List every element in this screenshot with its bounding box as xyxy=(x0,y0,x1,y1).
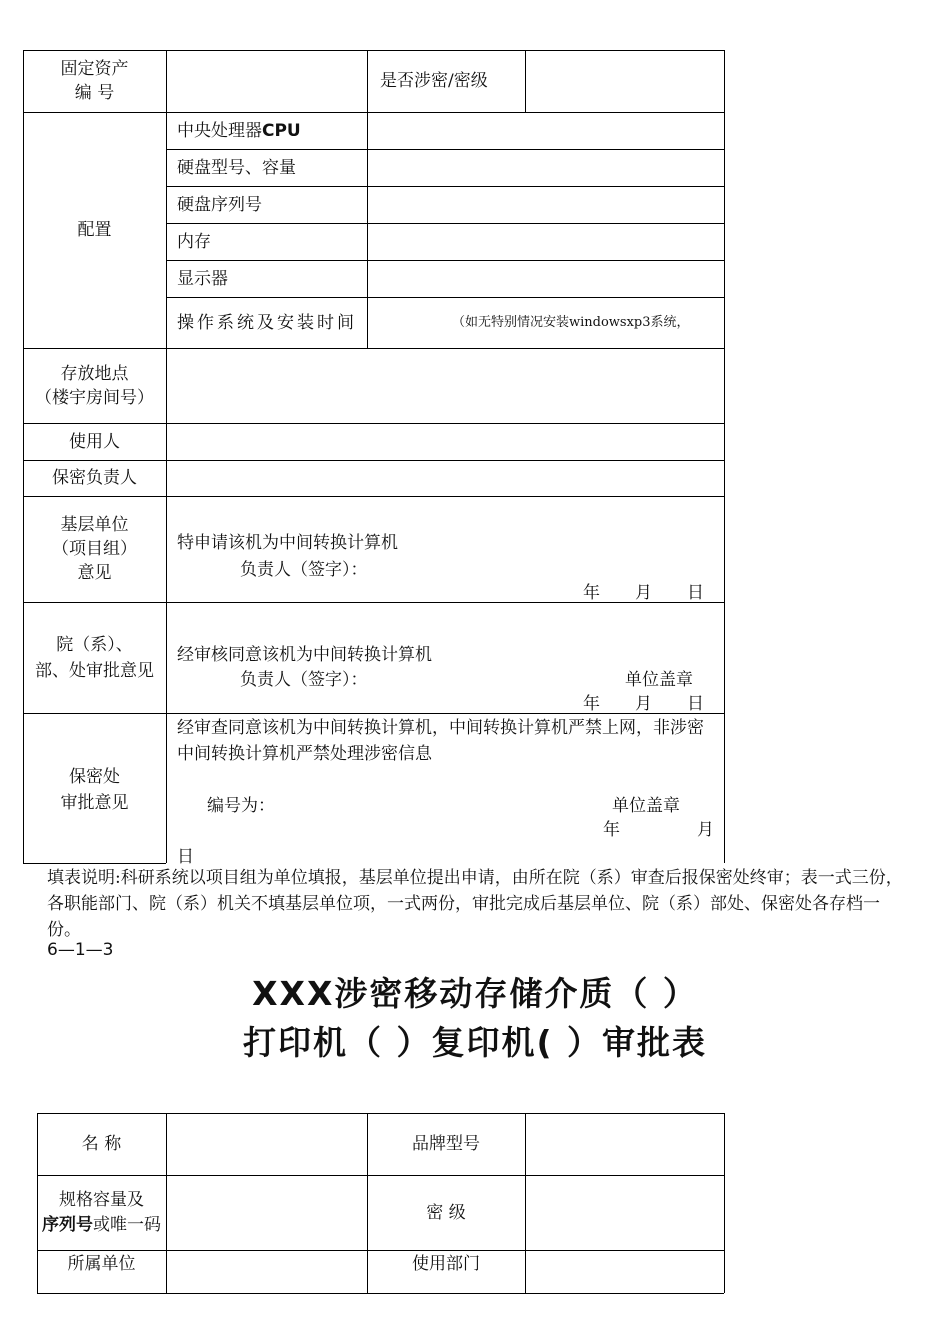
cpu-label xyxy=(177,112,367,149)
user-label: 使用人 xyxy=(69,431,120,452)
name-field[interactable] xyxy=(167,1113,367,1175)
owner-unit-label: 所属单位 xyxy=(67,1254,136,1274)
unit-opinion-month: 月 xyxy=(635,583,652,603)
unit-opinion-text: 特申请该机为中间转换计算机 xyxy=(177,533,398,553)
hdd-serial-field[interactable] xyxy=(368,186,724,223)
secrecy-level-label: 密 级 xyxy=(426,1202,466,1223)
dept-opinion-day: 日 xyxy=(687,694,704,714)
unit-opinion-day: 日 xyxy=(687,583,704,603)
secrecy-opinion-text: 经审查同意该机为中间转换计算机，中间转换计算机严禁上网，非涉密中间转换计算机严禁处理涉密信息 xyxy=(177,718,704,764)
dept-opinion-label: 院（系）、 部、处审批意见 xyxy=(35,635,154,681)
os-install-field[interactable]: （如无特别情况安装windowsxp3系统， xyxy=(452,314,690,330)
secrecy-opinion-number: 编号为： xyxy=(207,796,275,816)
memory-field[interactable] xyxy=(368,223,724,260)
asset-number-label: 固定资产 编 号 xyxy=(60,59,129,103)
user-dept-label: 使用部门 xyxy=(412,1254,480,1274)
spec-capacity-label xyxy=(42,1175,161,1250)
cpu-label-text: 中央处理器 xyxy=(177,120,262,141)
config-label: 配置 xyxy=(77,220,112,240)
spec-label-part-a: 规格容量及 xyxy=(59,1189,144,1210)
classified-level-field[interactable] xyxy=(526,50,724,112)
brand-model-label: 品牌型号 xyxy=(412,1134,480,1154)
cpu-label-suffix: CPU xyxy=(262,120,301,141)
name-label: 名 称 xyxy=(81,1134,122,1154)
spec-label-part-c: 或唯一码 xyxy=(93,1214,161,1235)
form-title-line2: 打印机（ ）复印机( ）审批表 xyxy=(242,1023,708,1062)
unit-opinion-year: 年 xyxy=(583,583,600,603)
brand-model-field[interactable] xyxy=(526,1113,724,1175)
user-dept-field[interactable] xyxy=(526,1250,724,1293)
spec-label-part-b: 序列号 xyxy=(42,1214,93,1235)
dept-opinion-sign: 负责人（签字）： xyxy=(240,670,368,690)
owner-unit-field[interactable] xyxy=(167,1250,367,1293)
dept-opinion-year: 年 xyxy=(583,694,600,714)
dept-opinion-stamp: 单位盖章 xyxy=(625,670,693,690)
asset-number-field[interactable] xyxy=(167,50,367,112)
dept-opinion-month: 月 xyxy=(635,694,652,714)
spec-capacity-field[interactable] xyxy=(167,1175,367,1250)
cpu-field[interactable] xyxy=(368,112,724,149)
hdd-model-label: 硬盘型号、容量 xyxy=(177,157,296,178)
secrecy-opinion-label: 保密处 审批意见 xyxy=(60,767,129,813)
display-field[interactable] xyxy=(368,260,724,297)
display-label: 显示器 xyxy=(177,268,228,289)
location-label: 存放地点 （楼宇房间号） xyxy=(35,363,154,408)
hdd-model-field[interactable] xyxy=(368,149,724,186)
dept-opinion-text: 经审核同意该机为中间转换计算机 xyxy=(177,645,432,665)
hdd-serial-label: 硬盘序列号 xyxy=(177,194,262,215)
secrecy-opinion-year: 年 xyxy=(603,820,620,840)
os-install-label: 操作系统及安装时间 xyxy=(177,312,357,333)
security-officer-label: 保密负责人 xyxy=(52,468,137,488)
secrecy-level-field[interactable] xyxy=(526,1175,724,1250)
security-officer-field[interactable] xyxy=(167,460,724,496)
unit-opinion-sign: 负责人（签字）： xyxy=(240,560,368,580)
user-field[interactable] xyxy=(167,423,724,460)
location-field[interactable] xyxy=(167,348,724,423)
secrecy-opinion-day: 日 xyxy=(177,847,194,867)
form-number: 6—1—3 xyxy=(47,940,114,960)
secrecy-opinion-month: 月 xyxy=(697,820,714,840)
fill-instructions: 填表说明:科研系统以项目组为单位填报，基层单位提出申请，由所在院（系）审查后报保密处终审；表一式三份，各职能部门、院（系）机关不填基层单位项，一式两份，审批完成后基层单位、院（系）部处、保密处各存档一份。 xyxy=(47,868,903,940)
memory-label: 内存 xyxy=(177,231,211,252)
form-title-line1: XXX涉密移动存储介质（ ） xyxy=(252,974,698,1013)
secrecy-opinion-stamp: 单位盖章 xyxy=(612,796,680,816)
unit-opinion-label: 基层单位 （项目组） 意见 xyxy=(52,515,137,583)
classified-level-label: 是否涉密/密级 xyxy=(380,71,488,91)
